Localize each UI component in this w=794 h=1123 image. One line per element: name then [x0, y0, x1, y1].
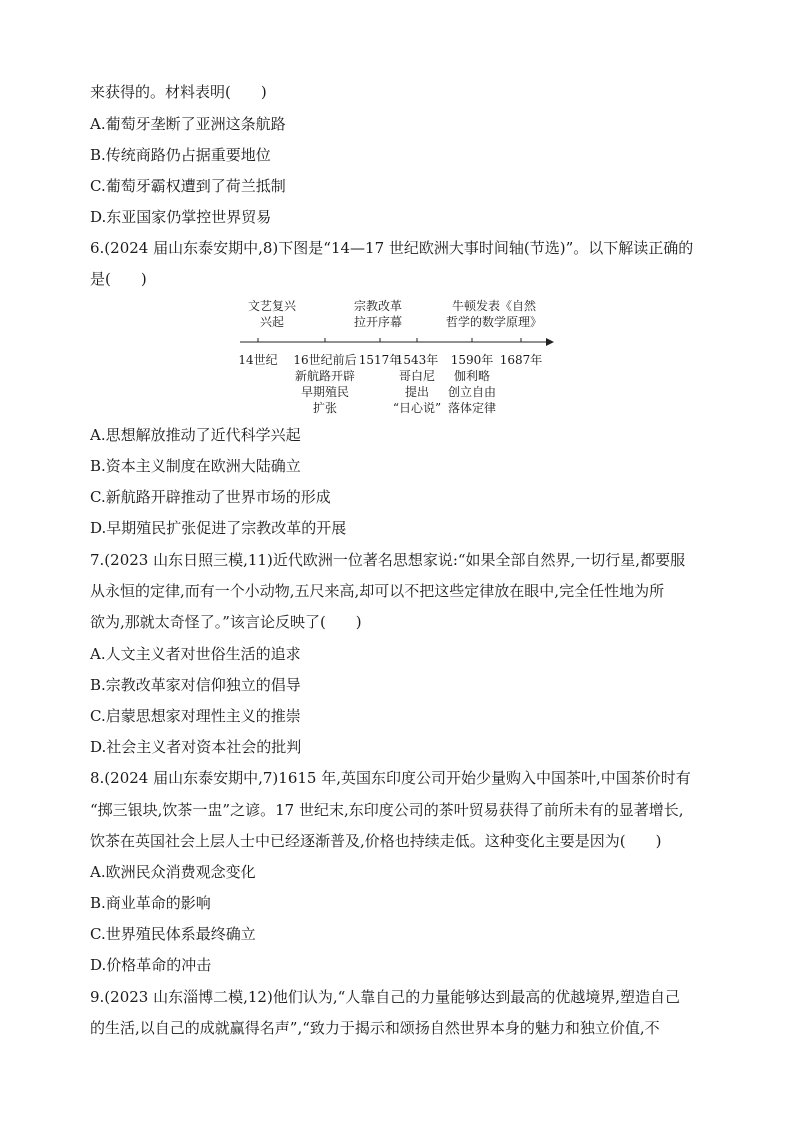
option-a: A.葡萄牙垄断了亚洲这条航路 [90, 115, 286, 133]
option-b: B.传统商路仍占据重要地位 [90, 146, 271, 164]
timeline-tick-label: 1543年 [395, 353, 439, 367]
option-c: C.启蒙思想家对理性主义的推崇 [90, 707, 301, 725]
option-b: B.资本主义制度在欧洲大陆确立 [90, 457, 301, 475]
option-d: D.社会主义者对资本社会的批判 [90, 738, 302, 756]
question-9-stem: 9.(2023 山东淄博二模,12)他们认为,“人靠自己的力量能够达到最高的优越境界,塑造自己 [90, 988, 681, 1006]
option-d: D.东亚国家仍掌控世界贸易 [90, 208, 272, 226]
option-a: A.思想解放推动了近代科学兴起 [90, 426, 301, 444]
option-a: A.人文主义者对世俗生活的追求 [90, 645, 301, 663]
option-a: A.欧洲民众消费观念变化 [90, 863, 256, 881]
timeline-tick-label: 16世纪前后 [293, 353, 357, 367]
timeline-event-below: 新航路开辟 早期殖民 扩张 [294, 369, 356, 415]
question-9-stem-cont: 的生活,以自己的成就赢得名声”,“致力于揭示和颂扬自然世界本身的魅力和独立价值,不 [90, 1019, 660, 1037]
timeline-event-below: 哥白尼 提出 “日心说” [392, 369, 442, 415]
timeline-tick-label: 14世纪 [238, 353, 278, 367]
timeline-tick-label: 1590年 [450, 353, 494, 367]
option-d: D.价格革命的冲击 [90, 956, 212, 974]
timeline-tick-label: 1687年 [499, 353, 543, 367]
question-7-stem-cont: 欲为,那就太奇怪了。”该言论反映了( ) [90, 613, 362, 631]
timeline-event-above: 文艺复兴 兴起 [247, 299, 297, 329]
option-b: B.宗教改革家对信仰独立的倡导 [90, 676, 301, 694]
timeline-event-above: 牛顿发表《自然 哲学的数学原理》 [445, 299, 543, 329]
option-c: C.新航路开辟推动了世界市场的形成 [90, 488, 331, 506]
option-d: D.早期殖民扩张促进了宗教改革的开展 [90, 519, 347, 537]
timeline-arrow-icon [546, 338, 554, 346]
question-7-stem: 7.(2023 山东日照三模,11)近代欧洲一位著名思想家说:“如果全部自然界,一切行星,都要服 [90, 551, 686, 569]
timeline-figure [232, 292, 562, 422]
question-8-stem-cont: 饮茶在英国社会上层人士中已经逐渐普及,价格也持续走低。这种变化主要是因为( ) [90, 832, 662, 850]
option-c: C.葡萄牙霸权遭到了荷兰抵制 [90, 177, 286, 195]
text-line: 来获得的。材料表明( ) [90, 83, 267, 101]
question-6-stem: 6.(2024 届山东泰安期中,8)下图是“14—17 世纪欧洲大事时间轴(节选)”。以下解读正确的 [90, 239, 694, 257]
option-c: C.世界殖民体系最终确立 [90, 925, 256, 943]
timeline-event-above: 宗教改革 拉开序幕 [353, 299, 403, 329]
timeline-event-below: 伽利略 创立自由 落体定律 [447, 369, 497, 415]
timeline-tick-label: 1517年 [358, 353, 402, 367]
option-b: B.商业革命的影响 [90, 894, 211, 912]
question-8-stem: 8.(2024 届山东泰安期中,7)1615 年,英国东印度公司开始少量购入中国茶叶,中国茶价时有 [90, 769, 691, 787]
question-6-stem-cont: 是( ) [90, 270, 147, 288]
question-8-stem-cont: “掷三银块,饮茶一盅”之谚。17 世纪末,东印度公司的茶叶贸易获得了前所未有的显著增长, [90, 801, 684, 819]
question-7-stem-cont: 从永恒的定律,而有一个小动物,五尺来高,却可以不把这些定律放在眼中,完全任性地为所 [90, 582, 665, 600]
